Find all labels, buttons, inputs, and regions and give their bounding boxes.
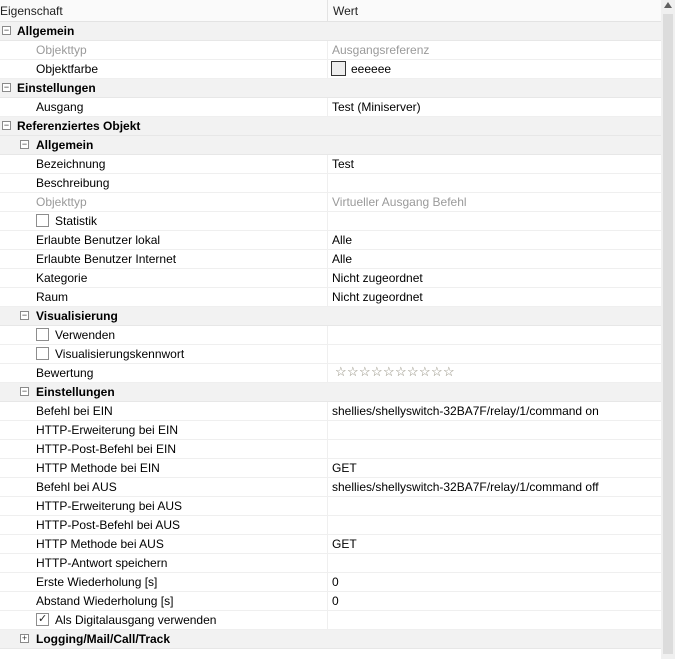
star-icon[interactable]: ☆ [335, 364, 347, 379]
header-property: Eigenschaft [0, 4, 63, 18]
category-logging-mail-call-track[interactable] [0, 630, 661, 649]
property-row-objekttyp[interactable] [0, 41, 661, 60]
value-objekttyp: Ausgangsreferenz [332, 43, 430, 57]
property-row-http-antwort-speichern[interactable] [0, 554, 661, 573]
star-icon[interactable]: ☆ [383, 364, 395, 379]
collapse-icon[interactable]: − [3, 120, 10, 130]
checkbox-als-digitalausgang-verwenden[interactable] [36, 613, 49, 626]
rating-stars[interactable] [335, 365, 455, 379]
label-beschreibung: Beschreibung [36, 176, 110, 190]
column-divider [327, 440, 328, 458]
label-erlaubte-benutzer-lokal: Erlaubte Benutzer lokal [36, 233, 161, 247]
column-divider [327, 288, 328, 306]
star-icon[interactable]: ☆ [395, 364, 407, 379]
property-row-http-erweiterung-bei-ein[interactable] [0, 421, 661, 440]
property-row-bewertung[interactable] [0, 364, 661, 383]
property-row-erste-wiederholung-s[interactable] [0, 573, 661, 592]
property-row-http-post-befehl-bei-ein[interactable] [0, 440, 661, 459]
property-row-http-methode-bei-aus[interactable] [0, 535, 661, 554]
column-divider [327, 326, 328, 344]
property-grid [0, 22, 661, 649]
column-divider [327, 231, 328, 249]
property-row-objekttyp[interactable] [0, 193, 661, 212]
category-referenziertes-objekt[interactable] [0, 117, 661, 136]
column-divider [327, 41, 328, 59]
column-divider [327, 212, 328, 230]
checkbox-verwenden[interactable] [36, 328, 49, 341]
collapse-icon[interactable]: − [21, 386, 28, 396]
label-allgemein: Allgemein [36, 138, 94, 152]
star-icon[interactable]: ☆ [431, 364, 443, 379]
star-icon[interactable]: ☆ [419, 364, 431, 379]
label-kategorie: Kategorie [36, 271, 88, 285]
value-ausgang[interactable]: Test (Miniserver) [332, 100, 421, 114]
column-divider [327, 345, 328, 363]
value-erlaubte-benutzer-lokal[interactable]: Alle [332, 233, 353, 247]
collapse-icon[interactable]: − [21, 139, 28, 149]
label-http-antwort-speichern: HTTP-Antwort speichern [36, 556, 168, 570]
value-kategorie[interactable]: Nicht zugeordnet [332, 271, 423, 285]
header-divider[interactable] [327, 0, 328, 22]
category-visualisierung[interactable] [0, 307, 661, 326]
column-divider [327, 573, 328, 591]
label-abstand-wiederholung-s: Abstand Wiederholung [s] [36, 594, 174, 608]
property-row-beschreibung[interactable] [0, 174, 661, 193]
property-row-als-digitalausgang-verwenden[interactable] [0, 611, 661, 630]
label-raum: Raum [36, 290, 69, 304]
property-row-objektfarbe[interactable] [0, 60, 661, 79]
column-divider [327, 155, 328, 173]
property-row-befehl-bei-aus[interactable] [0, 478, 661, 497]
column-divider [327, 174, 328, 192]
label-http-post-befehl-bei-aus: HTTP-Post-Befehl bei AUS [36, 518, 181, 532]
column-divider [327, 611, 328, 629]
collapse-icon[interactable]: − [21, 310, 28, 320]
label-befehl-bei-aus: Befehl bei AUS [36, 480, 117, 494]
color-swatch[interactable] [331, 61, 346, 76]
collapse-icon[interactable]: − [3, 82, 10, 92]
vertical-scrollbar[interactable] [661, 0, 675, 659]
column-divider [327, 535, 328, 553]
property-row-ausgang[interactable] [0, 98, 661, 117]
column-divider [327, 592, 328, 610]
label-objekttyp: Objekttyp [36, 43, 87, 57]
column-divider [327, 516, 328, 534]
value-abstand-wiederholung-s[interactable]: 0 [332, 594, 339, 608]
label-http-post-befehl-bei-ein: HTTP-Post-Befehl bei EIN [36, 442, 177, 456]
column-divider [327, 554, 328, 572]
label-visualisierungskennwort: Visualisierungskennwort [55, 347, 185, 361]
property-row-abstand-wiederholung-s[interactable] [0, 592, 661, 611]
value-befehl-bei-aus[interactable]: shellies/shellyswitch-32BA7F/relay/1/command off [332, 480, 599, 494]
column-divider [327, 269, 328, 287]
value-erlaubte-benutzer-internet[interactable]: Alle [332, 252, 353, 266]
column-divider [327, 497, 328, 515]
property-row-erlaubte-benutzer-internet[interactable] [0, 250, 661, 269]
label-allgemein: Allgemein [17, 24, 75, 38]
property-row-http-post-befehl-bei-aus[interactable] [0, 516, 661, 535]
scroll-up-icon[interactable] [664, 2, 672, 8]
expand-icon[interactable]: + [21, 633, 28, 643]
label-http-methode-bei-aus: HTTP Methode bei AUS [36, 537, 164, 551]
star-icon[interactable]: ☆ [371, 364, 383, 379]
label-objektfarbe: Objektfarbe [36, 62, 99, 76]
property-row-visualisierungskennwort[interactable] [0, 345, 661, 364]
category-einstellungen[interactable] [0, 383, 661, 402]
category-allgemein[interactable] [0, 136, 661, 155]
star-icon[interactable]: ☆ [407, 364, 419, 379]
label-als-digitalausgang-verwenden: Als Digitalausgang verwenden [55, 613, 217, 627]
property-row-verwenden[interactable] [0, 326, 661, 345]
value-bezeichnung[interactable]: Test [332, 157, 355, 171]
column-divider [327, 459, 328, 477]
property-row-statistik[interactable] [0, 212, 661, 231]
property-row-http-methode-bei-ein[interactable] [0, 459, 661, 478]
label-referenziertes-objekt: Referenziertes Objekt [17, 119, 141, 133]
label-einstellungen: Einstellungen [36, 385, 115, 399]
property-row-http-erweiterung-bei-aus[interactable] [0, 497, 661, 516]
label-logging-mail-call-track: Logging/Mail/Call/Track [36, 632, 171, 646]
value-http-methode-bei-aus[interactable]: GET [332, 537, 357, 551]
star-icon[interactable]: ☆ [443, 364, 455, 379]
column-divider [327, 364, 328, 382]
scroll-thumb[interactable] [663, 14, 673, 654]
header-value: Wert [333, 4, 359, 18]
label-erste-wiederholung-s: Erste Wiederholung [s] [36, 575, 158, 589]
collapse-icon[interactable]: − [3, 25, 10, 35]
label-verwenden: Verwenden [55, 328, 116, 342]
value-befehl-bei-ein[interactable]: shellies/shellyswitch-32BA7F/relay/1/command on [332, 404, 599, 418]
label-statistik: Statistik [55, 214, 98, 228]
label-http-erweiterung-bei-ein: HTTP-Erweiterung bei EIN [36, 423, 179, 437]
column-divider [327, 250, 328, 268]
label-visualisierung: Visualisierung [36, 309, 118, 323]
label-erlaubte-benutzer-internet: Erlaubte Benutzer Internet [36, 252, 177, 266]
value-objekttyp: Virtueller Ausgang Befehl [332, 195, 467, 209]
grid-header [0, 0, 661, 22]
label-bewertung: Bewertung [36, 366, 94, 380]
checkbox-visualisierungskennwort[interactable] [36, 347, 49, 360]
column-divider [327, 421, 328, 439]
column-divider [327, 478, 328, 496]
label-befehl-bei-ein: Befehl bei EIN [36, 404, 113, 418]
column-divider [327, 98, 328, 116]
column-divider [327, 402, 328, 420]
value-raum[interactable]: Nicht zugeordnet [332, 290, 423, 304]
label-objekttyp: Objekttyp [36, 195, 87, 209]
property-row-raum[interactable] [0, 288, 661, 307]
value-erste-wiederholung-s[interactable]: 0 [332, 575, 339, 589]
property-row-bezeichnung[interactable] [0, 155, 661, 174]
property-row-erlaubte-benutzer-lokal[interactable] [0, 231, 661, 250]
column-divider [327, 193, 328, 211]
value-http-methode-bei-ein[interactable]: GET [332, 461, 357, 475]
category-einstellungen[interactable] [0, 79, 661, 98]
label-einstellungen: Einstellungen [17, 81, 96, 95]
column-divider [327, 60, 328, 78]
label-bezeichnung: Bezeichnung [36, 157, 106, 171]
checkbox-statistik[interactable] [36, 214, 49, 227]
label-http-erweiterung-bei-aus: HTTP-Erweiterung bei AUS [36, 499, 183, 513]
property-row-befehl-bei-ein[interactable] [0, 402, 661, 421]
category-allgemein[interactable] [0, 22, 661, 41]
star-icon[interactable]: ☆ [359, 364, 371, 379]
value-objektfarbe[interactable]: eeeeee [351, 62, 392, 76]
label-http-methode-bei-ein: HTTP Methode bei EIN [36, 461, 160, 475]
label-ausgang: Ausgang [36, 100, 84, 114]
property-row-kategorie[interactable] [0, 269, 661, 288]
star-icon[interactable]: ☆ [347, 364, 359, 379]
